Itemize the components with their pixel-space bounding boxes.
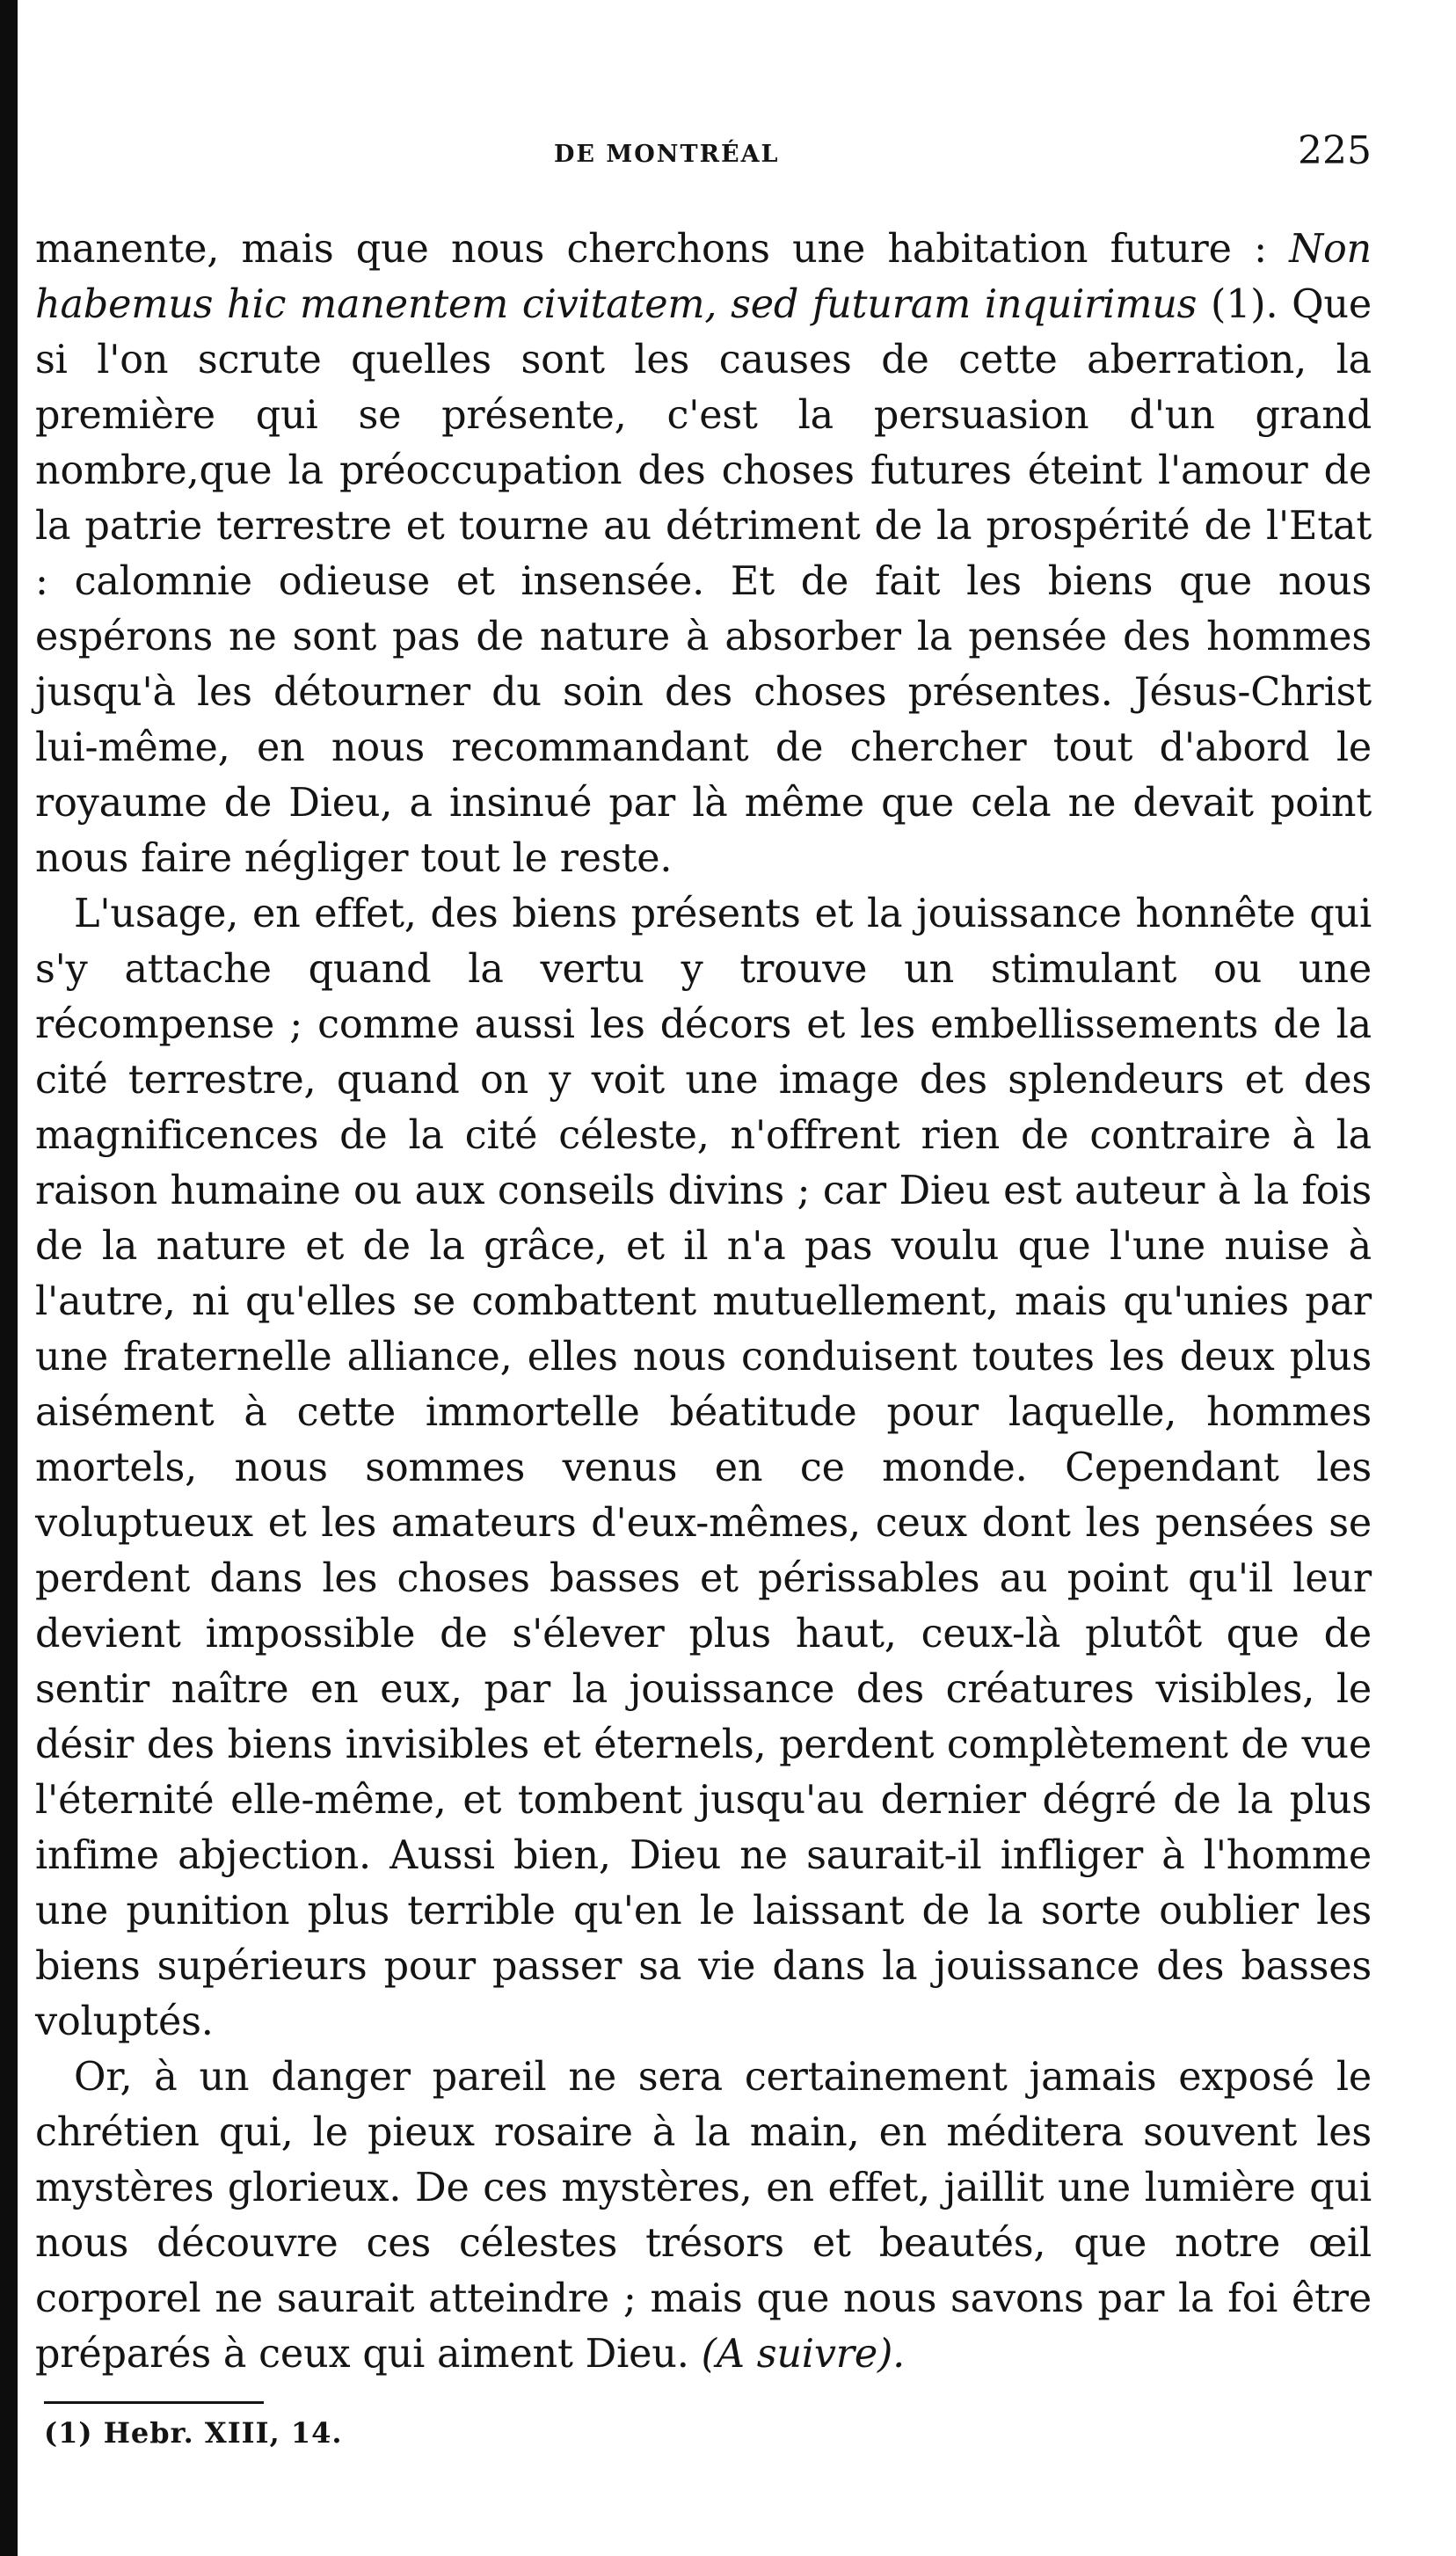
paragraph-1 — [35, 222, 1372, 886]
latin-quotation: Non habemus hic manentem civitatem, sed futuram inquirimus — [35, 227, 1372, 327]
paragraph-3 — [35, 2050, 1372, 2382]
running-head — [35, 123, 1372, 185]
footnote-divider — [44, 2401, 264, 2404]
paragraph-1-text-a: manente, mais que nous cherchons une habitation future : — [35, 227, 1290, 272]
page-number: 225 — [1298, 128, 1372, 173]
running-head-title: DE MONTRÉAL — [554, 141, 780, 168]
to-be-continued: (A suivre). — [701, 2332, 906, 2377]
paragraph-3-text: Or, à un danger pareil ne sera certainement jamais exposé le chrétien qui, le pieux rosaire à la main, en méditera souvent les mystères glorieux. De ces mystères, en effet, jaillit une lumière qui nous découvre ces célestes trésors et beautés, que notre œil corporel ne saurait atteindre ; mais que nous savons par la foi être préparés à ceux qui aiment Dieu. — [35, 2055, 1372, 2377]
paragraph-1-text-b: (1). Que si l'on scrute quelles sont les causes de cette aberration, la première qui se présente, c'est la persuasion d'un grand nombre,que la préoccupation des choses futures éteint l'amour de la patrie terrestre et tourne au détriment de la prospérité de l'Etat : calomnie odieuse et insensée. Et de fait les biens que nous espérons ne sont pas de nature à absorber la pensée des hommes jusqu'à les détourner du soin des choses présentes. Jésus-Christ lui-même, en nous recommandant de chercher tout d'abord le royaume de Dieu, a insinué par là même que cela ne devait point nous faire négliger tout le reste. — [35, 282, 1372, 881]
body-text — [35, 222, 1372, 2382]
page — [35, 123, 1372, 2450]
paragraph-2-text: L'usage, en effet, des biens présents et la jouissance honnête qui s'y attache quand la vertu y trouve un stimulant ou une récompense ; comme aussi les décors et les embellissements de la cité terrestre, quand on y voit une image des splendeurs et des magnificences de la cité céleste, n'offrent rien de contraire à la raison humaine ou aux conseils divins ; car Dieu est auteur à la fois de la nature et de la grâce, et il n'a pas voulu que l'une nuise à l'autre, ni qu'elles se combattent mutuellement, mais qu'unies par une fraternelle alliance, elles nous conduisent toutes les deux plus aisément à cette immortelle béatitude pour laquelle, hommes mortels, nous sommes venus en ce monde. Cependant les voluptueux et les amateurs d'eux-mêmes, ceux dont les pensées se perdent dans les choses basses et périssables au point qu'il leur devient impossible de s'élever plus haut, ceux-là plutôt que de sentir naître en eux, par la jouissance des créatures visibles, le désir des biens invisibles et éternels, perdent complètement de vue l'éternité elle-même, et tombent jusqu'au dernier dégré de la plus infime abjection. Aussi bien, Dieu ne saurait-il infliger à l'homme une punition plus terrible qu'en le laissant de la sorte oublier les biens supérieurs pour passer sa vie dans la jouissance des basses voluptés. — [35, 892, 1372, 2044]
page-left-edge — [0, 0, 18, 2556]
footnote: (1) Hebr. XIII, 14. — [44, 2416, 343, 2450]
paragraph-2 — [35, 886, 1372, 2050]
